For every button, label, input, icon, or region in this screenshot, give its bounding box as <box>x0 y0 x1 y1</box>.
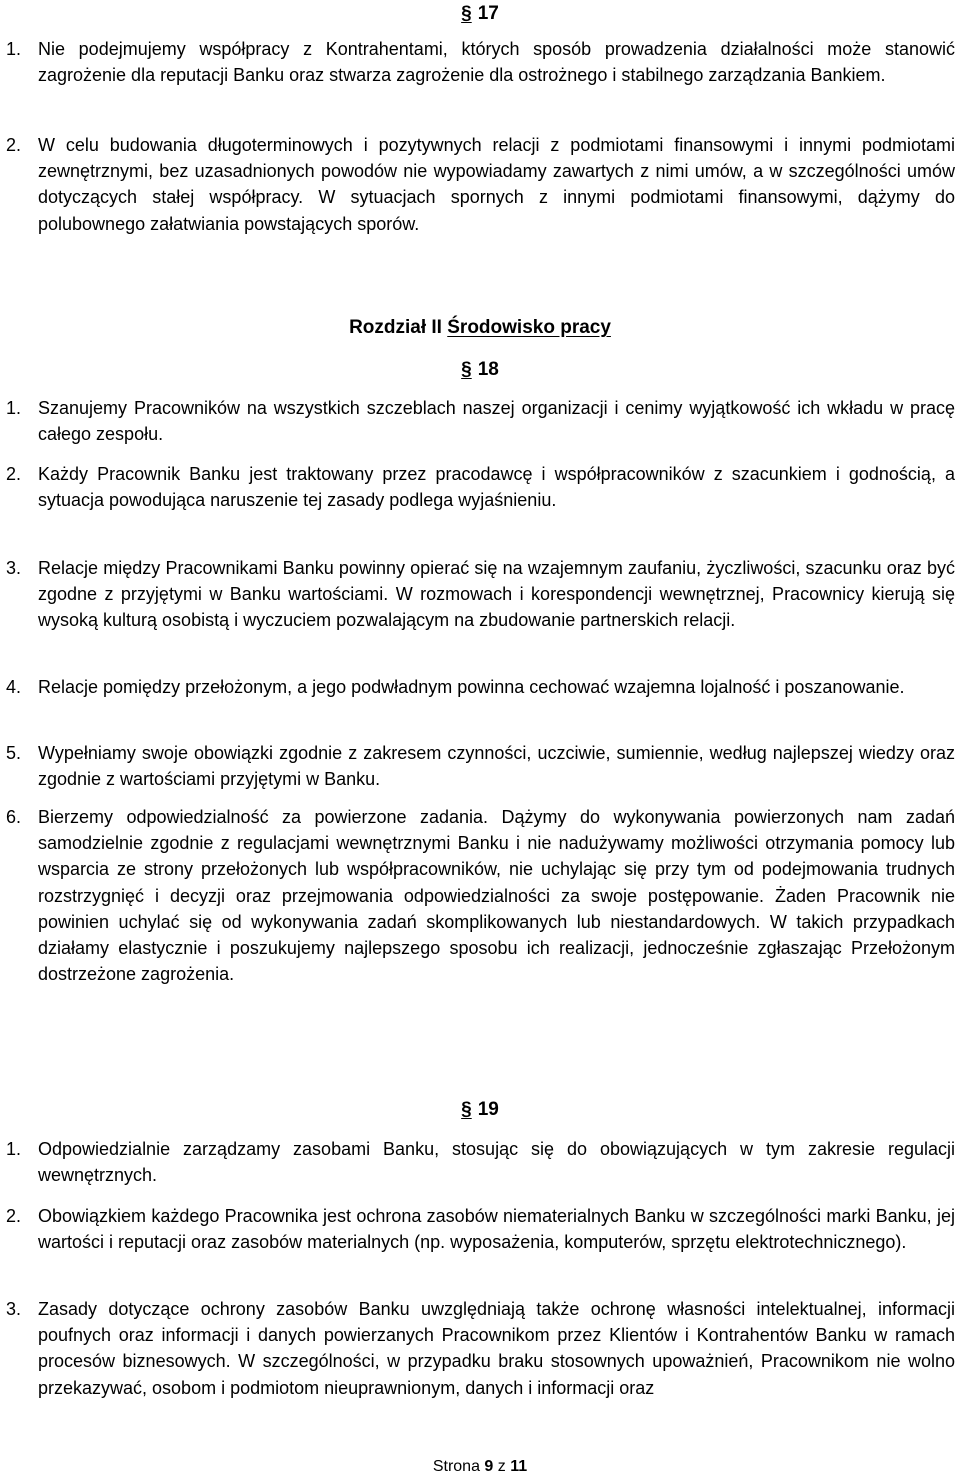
list-item-text: Relacje pomiędzy przełożonym, a jego podwładnym powinna cechować wzajemna lojalność i poszanowanie. <box>38 677 905 697</box>
list-item-text: Obowiązkiem każdego Pracownika jest ochrona zasobów niematerialnych Banku w szczególności marki Banku, jej wartości i reputacji oraz zasobów materialnych (np. wyposażenia, komputerów, sprzętu elektrotechnicznego). <box>38 1206 955 1253</box>
list-item-number: 2. <box>6 464 22 484</box>
list-item-number: 2. <box>6 135 22 155</box>
footer-total-pages: 11 <box>510 1458 528 1475</box>
list-item-text: Relacje między Pracownikami Banku powinny opierać się na wzajemnym zaufaniu, życzliwości, szacunku oraz być zgodne z przyjętymi w Banku wartościami. W rozmowach i korespondencji wewnętrznej, Pracownicy kierują się wysoką kulturą osobistą i wyczuciem pozwalającym na zbudowanie partnerskich relacji. <box>38 558 955 631</box>
section-number: 17 <box>477 3 499 24</box>
section-number: 19 <box>477 1099 499 1120</box>
chapter-title: Środowisko pracy <box>447 317 611 338</box>
section-heading-19 <box>0 1098 960 1122</box>
section-number: 18 <box>477 359 499 380</box>
list-item-text: Odpowiedzialnie zarządzamy zasobami Banku, stosując się do obowiązujących w tym zakresie regulacji wewnętrznych. <box>38 1139 955 1186</box>
list-item <box>6 740 955 792</box>
list-item-number: 1. <box>6 39 22 59</box>
list-item-number: 2. <box>6 1206 22 1226</box>
section-symbol: § <box>461 359 472 380</box>
list-item-number: 3. <box>6 1299 22 1319</box>
section-symbol: § <box>461 1099 472 1120</box>
list-item-text: Szanujemy Pracowników na wszystkich szczeblach naszej organizacji i cenimy wyjątkowość ich wkładu w pracę całego zespołu. <box>38 398 955 445</box>
chapter-heading <box>0 316 960 340</box>
footer-label: Strona <box>432 1458 480 1475</box>
page-footer <box>0 1457 960 1477</box>
list-item-number: 1. <box>6 1139 22 1159</box>
list-item-text: Zasady dotyczące ochrony zasobów Banku uwzględniają także ochronę własności intelektualnej, informacji poufnych oraz informacji i danych powierzanych Pracownikom przez Klientów i Kontrahentów Banku w ramach procesów biznesowych. W szczególności, w przypadku braku stosownych upoważnień, Pracownikom nie wolno przekazywać, osobom i podmiotom nieuprawnionym, danych i informacji oraz <box>38 1299 955 1398</box>
list-item-number: 1. <box>6 398 22 418</box>
list-item-number: 6. <box>6 807 22 827</box>
list-item-number: 4. <box>6 677 22 697</box>
list-item-text: Bierzemy odpowiedzialność za powierzone zadania. Dążymy do wykonywania powierzonych nam zadań samodzielnie zgodnie z regulacjami wewnętrznymi Banku i nie nadużywamy możliwości otrzymania pomocy lub wsparcia ze strony przełożonych lub współpracowników, nie uchylając się przy tym od podejmowania trudnych rozstrzygnięć i decyzji oraz przejmowania odpowiedzialności za swoje postępowanie. Żaden Pracownik nie powinien uchylać się od wykonywania zadań skomplikowanych lub niestandardowych. W takich przypadkach działamy elastycznie i poszukujemy najlepszego sposobu ich realizacji, jednocześnie zgłaszając Przełożonym dostrzeżone zagrożenia. <box>38 807 955 985</box>
footer-current-page: 9 <box>484 1458 494 1475</box>
footer-separator: z <box>497 1458 506 1475</box>
list-item <box>6 555 955 634</box>
section-symbol: § <box>461 3 472 24</box>
section-heading-17 <box>0 2 960 26</box>
list-item <box>6 674 955 700</box>
list-item-number: 5. <box>6 743 22 763</box>
chapter-prefix: Rozdział II <box>349 317 448 338</box>
list-item-number: 3. <box>6 558 22 578</box>
list-item-text: Nie podejmujemy współpracy z Kontrahentami, których sposób prowadzenia działalności może stanowić zagrożenie dla reputacji Banku oraz stwarza zagrożenie dla ostrożnego i stabilnego zarządzania Bankiem. <box>38 39 955 86</box>
list-item <box>6 804 955 987</box>
list-item-text: Wypełniamy swoje obowiązki zgodnie z zakresem czynności, uczciwie, sumiennie, według najlepszej wiedzy oraz zgodnie z wartościami przyjętymi w Banku. <box>38 743 955 790</box>
list-item-text: Każdy Pracownik Banku jest traktowany przez pracodawcę i współpracowników z szacunkiem i godnością, a sytuacja powodująca naruszenie tej zasady podlega wyjaśnieniu. <box>38 464 955 511</box>
list-item <box>6 1296 955 1401</box>
list-item <box>6 1203 955 1255</box>
list-item <box>6 36 955 88</box>
list-item <box>6 461 955 513</box>
list-item-text: W celu budowania długoterminowych i pozytywnych relacji z podmiotami finansowymi i innymi podmiotami zewnętrznymi, bez uzasadnionych powodów nie wypowiadamy zawartych z nimi umów, a w szczególności umów dotyczących stałej współpracy. W sytuacjach spornych z innymi podmiotami finansowymi, dążymy do polubownego załatwiania powstających sporów. <box>38 135 955 234</box>
list-item <box>6 132 955 237</box>
list-item <box>6 1136 955 1188</box>
section-heading-18 <box>0 358 960 382</box>
list-item <box>6 395 955 447</box>
